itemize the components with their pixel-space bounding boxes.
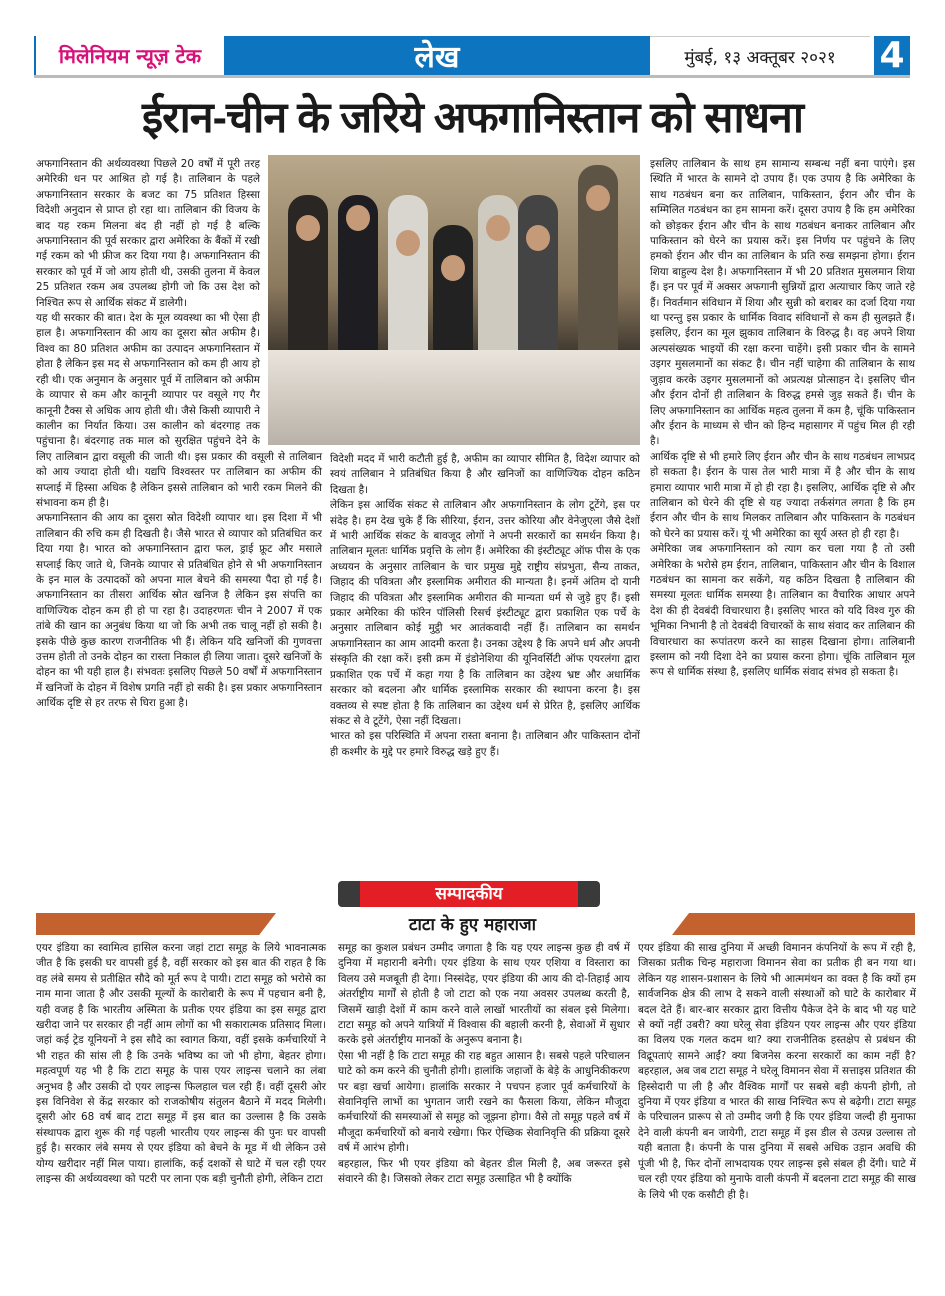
editorial-banner <box>338 881 600 907</box>
article-column-middle <box>330 452 640 760</box>
paragraph: एयर इंडिया की साख दुनिया में अच्छी विमानन कंपनियों के रूप में रही है, जिसका प्रतीक चिन्ह महाराजा विमानन सेवा का प्रतीक ही बन गया था। लेकिन यह शासन-प्रशासन के लिये भी आत्ममंथन का वक्त है कि क्यों हम सार्वजनिक क्षेत्र की लाभ दे सकने वाली संस्थाओं को घाटे के कारोबार में बदल देते हैं। बार-बार सरकार द्वारा वित्तीय पैकेज देने के बाद भी यह घाटे से क्यों नहीं उबरी? क्या घरेलू सेवा इंडियन एयर लाइन्स और एयर इंडिया का विलय एक गलत कदम था? क्या राजनीतिक हस्तक्षेप से प्रबंधन की विद्रूपताएं सामने आईं? क्या बिजनेस करना सरकारों का काम नहीं है? बहरहाल, अब जब टाटा समूह ने घरेलू विमानन सेवा में सत्ताइस प्रतिशत की हिस्सेदारी पा ली है और वैश्विक मार्गों पर सबसे बड़ी कंपनी होगी, तो दुनिया में एयर इंडिया व भारत की साख निश्चित रूप से बढ़ेगी। टाटा समूह के परिचालन प्रारूप से तो उम्मीद जगी है कि एयर इंडिया जल्दी ही मुनाफा देने वाली कंपनी बन जायेगी, टाटा समूह में इस डील से उत्पन्न उल्लास तो यही बताता है। कंपनी के पास दुनिया में सबसे अधिक उड़ान अवधि की पूंजी भी है, फिर दोनों लाभदायक एयर लाइन्स इसे संबल ही देंगी। घाटे में चल रही एयर इंडिया को मुनाफे वाली कंपनी में बदलना टाटा समूह की साख के लिये भी एक कसौटी ही है। <box>638 942 916 1201</box>
paragraph: यह थी सरकार की बात। देश के मूल व्यवस्था का भी ऐसा ही हाल है। अफगानिस्तान की आय का दूसरा स्रोत अफीम है। विश्व का 80 प्रतिशत अफीम का उत्पादन अफगानिस्तान में होता है लेकिन इस मद से अफगानिस्तान को कम ही आय हो रही थी। एक अनुमान के अनुसार पूर्व में तालिबान को अफीम के व्यापार से कम और कानूनी व्यापार पर वसूले गए गैर कानूनी टैक्स से अधिक आय होती थी। जैसे किसी व्यापारी ने कालीन का निर्यात किया। उस कालीन को बंदरगाह तक पहुंचाना है। बंदरगाह तक माल को सुरक्षित पहुंचने देने के लिए तालिबान द्वारा वसूली की जाती थी। इस प्रकार की वसूली से तालिबान को आय ज्यादा होती थी। यद्यपि विश्वस्तर पर तालिबान का अफीम की सप्लाई में हिस्सा अधिक है लेकिन इससे तालिबान को भारी रकम मिलने की संभावना कम ही है। <box>36 312 322 509</box>
editorial-column-2 <box>338 941 630 1188</box>
paragraph: समूह का कुशल प्रबंधन उम्मीद जगाता है कि यह एयर लाइन्स कुछ ही वर्ष में दुनिया में महारानी बनेगी। एयर इंडिया के साथ एयर एशिया व विस्तारा का विलय उसे मजबूती ही देगा। निस्संदेह, एयर इंडिया की आय की दो-तिहाई आय अंतर्राष्ट्रीय मार्गों से होती है जो टाटा को एक नया अवसर उपलब्ध करती है, जिसमें खाड़ी देशों में काम करने वाले लाखों भारतीयों का संबल इसे मिलेगा। टाटा समूह को अपने यात्रियों में विश्वास की बहाली करनी है, सेवाओं में सुधार करके इसे अंतर्राष्ट्रीय मानकों के अनुरूप बनाना है। <box>338 942 630 1047</box>
editorial-label: सम्पादकीय <box>360 881 578 907</box>
paragraph: इसलिए तालिबान के साथ हम सामान्य सम्बन्ध नहीं बना पाएंगे। इस स्थिति में भारत के सामने दो उपाय हैं। एक उपाय है कि अमेरिका के साथ गठबंधन बना कर तालिबान, पाकिस्तान, ईरान और चीन के सम्मिलित गठबंधन का हम सामना करें। दूसरा उपाय है कि हम अमेरिका को छोड़कर ईरान और चीन के साथ गठबंधन बनाकर तालिबान और पाकिस्तान को घेरने का प्रयास करें। इस निर्णय पर पहुंचने के लिए हमको ईरान और चीन का तालिबान के प्रति रुख समझना होगा। ईरान शिया बाहुल्य देश है। अफगानिस्तान में भी 20 प्रतिशत मुसलमान शिया हैं। इन पर पूर्व में अक्सर अफगानी सुन्नियों द्वारा अत्याचार किए जाते रहे हैं। निवर्तमान संविधान में शिया और सुन्नी को बराबर का दर्जा दिया गया था परन्तु इस प्रकार के धार्मिक विवाद संविधानों से कम ही सुलझते हैं। इसलिए, ईरान का मूल झुकाव तालिबान के विरुद्ध है। वह अपने शिया अल्पसंख्यक भाइयों की रक्षा करना चाहेंगे। इसी प्रकार चीन के सामने उइगर मुसलमानों का संकट है। चीन नहीं चाहेगा की तालिबान के साथ जुड़ाव करके उइगर मुसलमानों को अप्रत्यक्ष प्रोत्साहन दे। इसलिए चीन और ईरान दोनों ही तालिबान के विरुद्ध हमसे जुड़ सकते हैं। चीन के लिए अफगानिस्तान का आर्थिक महत्व तुलना में कम है, चूंकि पाकिस्तान और ईरान के माध्यम से चीन को हिन्द महासागर में पहुंच मिल ही रही है। <box>650 158 915 448</box>
paragraph: एयर इंडिया का स्वामित्व हासिल करना जहां टाटा समूह के लिये भावनात्मक जीत है कि इसकी घर वापसी हुई है, वहीं सरकार को इस बात की राहत है कि वह लंबे समय से प्रतीक्षित सौदे को मूर्त रूप दे पायी। टाटा समूह को भरोसे का नाम माना जाता है और उसकी मूल्यों के कारोबारी के रूप में पहचान बनी है, यही वजह है कि भारतीय अस्मिता के प्रतीक एयर इंडिया का इस समूह द्वारा खरीदा जाने पर सरकार ही नहीं आम लोगों का भी सकारात्मक प्रतिसाद मिला। जहां कई ट्रेड यूनियनों ने इस सौदे का स्वागत किया, वहीं इसके कर्मचारियों ने भी राहत की सांस ली है कि उनके भविष्य का जो भी होगा, बेहतर होगा। महत्वपूर्ण यह भी है कि टाटा समूह के पास एयर लाइन्स चलाने का लंबा अनुभव है और उसकी दो एयर लाइन्स फिलहाल चल रही हैं। वहीं दूसरी ओर इस विनिवेश से केंद्र सरकार को राजकोषीय संतुलन बैठाने में मदद मिलेगी। दूसरी ओर 68 वर्ष बाद टाटा समूह में इस बात का उल्लास है कि उसके संस्थापक द्वारा शुरू की गई पहली भारतीय एयर लाइन्स की पुनः घर वापसी हुई है। सरकार लंबे समय से एयर इंडिया को बेचने के मूड में थी लेकिन उसे योग्य खरीदार नहीं मिल पाया। हालांकि, कई दशकों से घाटे में चल रही एयर लाइन्स की अर्थव्यवस्था को पटरी पर लाना एक बड़ी चुनौती होगी, लेकिन टाटा <box>36 942 326 1186</box>
paragraph: आर्थिक दृष्टि से भी हमारे लिए ईरान और चीन के साथ गठबंधन लाभप्रद हो सकता है। ईरान के पास तेल भारी मात्रा में है और चीन के साथ हमारा व्यापार भारी मात्रा में हो ही रहा है। इसलिए, आर्थिक दृष्टि से और तालिबान को घेरने की दृष्टि से यह ज्यादा तर्कसंगत लगता है कि हम ईरान और चीन के साथ मिलकर तालिबान और पाकिस्तान के गठबंधन को घेरने का प्रयास करें। यूं भी अमेरिका का सूर्य अस्त हो ही रहा है। <box>650 450 915 540</box>
article-column-right <box>650 157 915 681</box>
editorial-headline: टाटा के हुए महाराजा <box>408 915 537 935</box>
paragraph: अमेरिका जब अफगानिस्तान को त्याग कर चला गया है तो उसी अमेरिका के भरोसे हम ईरान, तालिबान, पाकिस्तान और चीन के विशाल गठबंधन का सामना कर सकेंगे, यह कठिन दिखता है तालिबान की समस्या मूलतः धार्मिक समस्या है। तालिबान का वैचारिक आधार अपने देश की ही देवबंदी विचारधारा है। इसलिए भारत को यदि विश्व गुरु की भूमिका निभानी है तो देवबंदी विचारकों के साथ संवाद कर तालिबान की विचारधारा का रूपांतरण करने का साहस दिखाना होगा। तालिबानी इस्लाम को नयी दिशा देने का प्रयास करना होगा। चूंकि तालिबान मूल रूप से धार्मिक संस्था है, इसलिए धार्मिक संवाद संभव हो सकता है। <box>650 543 915 679</box>
article-headline: ईरान-चीन के जरिये अफगानिस्तान को साधना <box>141 94 804 142</box>
dateline: मुंबई, १३ अक्तूबर २०२१ <box>650 36 870 75</box>
decorative-bar-left <box>36 913 276 935</box>
page-number: 4 <box>870 36 910 75</box>
paragraph: विदेशी मदद में भारी कटौती हुई है, अफीम का व्यापार सीमित है, विदेश व्यापार को स्वयं तालिबान ने प्रतिबंधित किया है और खनिजों का वाणिज्यिक दोहन कठिन दिखता है। <box>330 453 640 496</box>
newspaper-brand: मिलेनियम न्यूज़ टेक <box>34 36 224 75</box>
editorial-column-3 <box>638 941 916 1203</box>
paragraph: अफगानिस्तान की आय का दूसरा स्रोत विदेशी व्यापार था। इस दिशा में भी तालिबान की रुचि कम ही दिखती है। जैसे भारत से व्यापार को प्रतिबंधित कर दिया गया है। भारत को अफगानिस्तान द्वारा फल, ड्राई फ्रूट और मसाले सप्लाई किए जाते थे, जिनके व्यापार से प्रतिबंधित होने से भी अफगानिस्तान के इन माल के उत्पादकों को अपना माल बेचने की समस्या पैदा हो गई है। अफगानिस्तान का तीसरा आर्थिक स्रोत खनिज है लेकिन इस संपत्ति का वाणिज्यिक दोहन कम ही हो पा रहा है। उदाहरणतः चीन ने 2007 में एक तांबे की खान का अनुबंध किया था जो कि अभी तक चालू नहीं हो सकी है। इसके पीछे कुछ कारण राजनीतिक भी हैं। लेकिन यदि खनिजों की गुणवत्ता उत्तम होती तो उनके दोहन का रास्ता निकाल ही लिया जाता। दूसरे खनिजों के दोहन का भी यही हाल है। संभवतः इसलिए पिछले 50 वर्षों में अफगानिस्तान में खनिजों के दोहन में विशेष प्रगति नहीं हो सकी है। इस प्रकार अफगानिस्तान आर्थिक दृष्टि से हर तरफ से घिरा हुआ है। <box>36 512 322 710</box>
paragraph: ऐसा भी नहीं है कि टाटा समूह की राह बहुत आसान है। सबसे पहले परिचालन घाटे को कम करने की चुनौती होगी। हालांकि जहाजों के बेड़े के आधुनिकीकरण पर बड़ा खर्चा आयेगा। हालांकि सरकार ने पचपन हजार पूर्व कर्मचारियों के सेवानिवृत्ति लाभों का भुगतान जारी रखने का फैसला किया, लेकिन मौजूदा कर्मचारियों की समस्याओं से समूह को जूझना होगा। वैसे तो समूह पहले वर्ष में मौजूदा कर्मचारियों को बनाये रखेगा। फिर ऐच्छिक सेवानिवृत्ति की प्रक्रिया दूसरे वर्ष में आरंभ होगी। <box>338 1049 630 1155</box>
masthead <box>34 36 910 78</box>
decorative-bar-right <box>672 913 915 935</box>
editorial-column-1 <box>36 941 326 1188</box>
paragraph: भारत को इस परिस्थिति में अपना रास्ता बनाना है। तालिबान और पाकिस्तान दोनों ही कश्मीर के मुद्दे पर हमारे विरुद्ध खड़े हुए हैं। <box>330 730 640 758</box>
paragraph: बहरहाल, फिर भी एयर इंडिया को बेहतर डील मिली है, अब जरूरत इसे संवारने की है। जिसको लेकर टाटा समूह उत्साहित भी है क्योंकि <box>338 1157 630 1186</box>
paragraph: अफगानिस्तान की अर्थव्यवस्था पिछले 20 वर्षों में पूरी तरह अमेरिकी धन पर आश्रित हो गई है। तालिबान के पहले अफगानिस्तान सरकार के बजट का 75 प्रतिशत हिस्सा विदेशी अनुदान से प्राप्त हो रहा था। तालिबान की विजय के बाद यह रकम मिलना बंद ही नहीं हो गई है बल्कि अफगानिस्तान की पूर्व सरकार द्वारा अमेरिका के बैंकों में रखी गई रकम को भी फ्रीज कर दिया गया है। अफगानिस्तान की सरकार को पूर्व में जो आय होती थी, उसकी तुलना में केवल 25 प्रतिशत रकम अब उपलब्ध होगी जो कि उस देश को निश्चित रूप से आर्थिक संकट में डालेगी। <box>36 158 260 309</box>
news-photo-taliban-leaders <box>268 155 640 445</box>
section-label: लेख <box>224 36 650 75</box>
paragraph: लेकिन इस आर्थिक संकट से तालिबान और अफगानिस्तान के लोग टूटेंगे, इस पर संदेह है। हम देख चुके हैं कि सीरिया, ईरान, उत्तर कोरिया और वेनेजुएला जैसे देशों में भारी आर्थिक संकट के बावजूद लोगों ने अपनी सरकारों का समर्थन किया है। तालिबान मूलतः धार्मिक प्रवृत्ति के लोग हैं। अमेरिका की इंस्टीट्यूट ऑफ पीस के एक अध्ययन के अनुसार तालिबान के चार प्रमुख मुद्दे राष्ट्रीय संप्रभुता, सैन्य ताकत, जिहाद की पवित्रता और इस्लामिक अमीरात की मान्यता है। इनमें अंतिम दो यानी जिहाद की पवित्रता और इस्लामिक अमीरात की मान्यता धर्म से जुड़े हुए हैं। इसी प्रकार अमेरिका की फॉरेन पॉलिसी रिसर्च इंस्टीट्यूट द्वारा प्रकाशित एक पर्चे के अनुसार तालिबान कोई मुट्ठी भर आतंकवादी नहीं हैं। तालिबान का समर्थन अफगानिस्तान का आम आदमी करता है। उनका उद्देश्य है कि अपने धर्म और अपनी संस्कृति की रक्षा करें। इसी क्रम में इंडोनेशिया की यूनिवर्सिटी ऑफ एयरलंगा द्वारा प्रकाशित एक पर्चे में कहा गया है कि तालिबान का उद्देश्य भ्रष्ट और अधार्मिक सरकार को बदलना और धार्मिक इस्लामिक सरकार की स्थापना करना है। इस वक्तव्य से स्पष्ट होता है कि तालिबान का उद्देश्य धर्म से प्रेरित है, इसलिए आर्थिक संकट से वे टूटेंगे, ऐसा नहीं दिखता। <box>330 499 640 727</box>
